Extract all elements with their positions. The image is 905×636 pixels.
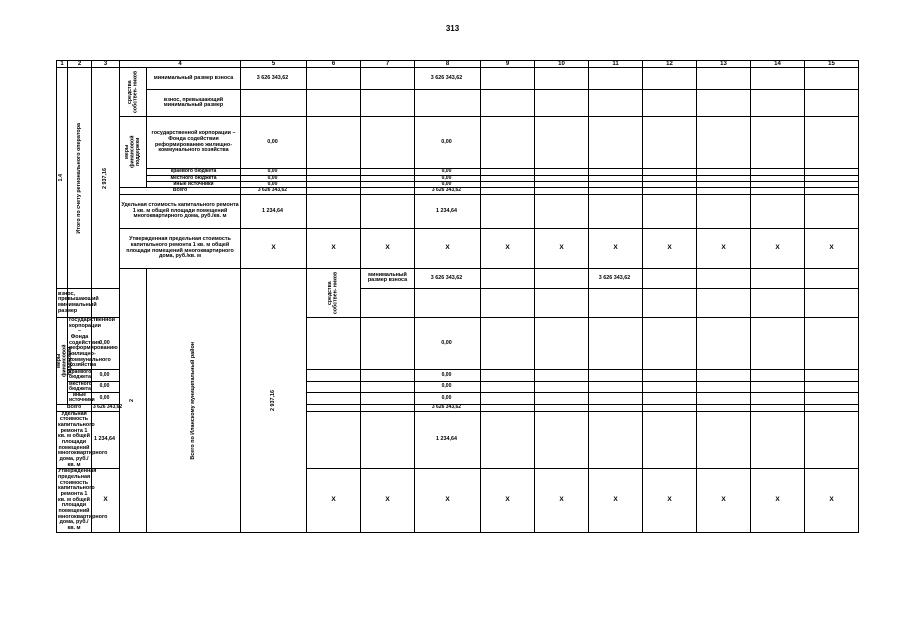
empty-cell <box>751 393 805 405</box>
x-mark: Х <box>589 229 643 269</box>
empty-cell <box>307 188 361 195</box>
page-number: 313 <box>445 24 460 33</box>
header-cell: 1 <box>57 61 68 68</box>
empty-cell <box>751 370 805 382</box>
x-mark: Х <box>589 469 643 532</box>
empty-cell <box>535 370 589 382</box>
empty-cell <box>361 404 415 411</box>
empty-cell <box>361 393 415 405</box>
col8-unit-cost: 1 234,64 <box>415 411 481 469</box>
header-cell: 3 <box>92 61 120 68</box>
header-cell: 5 <box>241 61 307 68</box>
empty-cell <box>589 318 643 370</box>
empty-cell <box>751 117 805 169</box>
empty-cell <box>751 269 805 289</box>
empty-cell <box>805 195 859 229</box>
block-name: Итого по счету регионального оператора <box>68 68 92 289</box>
x-mark: Х <box>805 229 859 269</box>
empty-cell <box>241 90 307 117</box>
col5-regional: 0,00 <box>241 169 307 175</box>
x-mark: Х <box>643 469 697 532</box>
block-name: Всего по Иланскому муниципальный район <box>147 269 241 533</box>
empty-cell <box>643 117 697 169</box>
empty-cell <box>535 381 589 393</box>
over-min-label: взнос, превышающий минимальный размер <box>57 288 68 317</box>
empty-cell <box>361 117 415 169</box>
col5-regional: 0,00 <box>92 370 120 382</box>
empty-cell <box>535 404 589 411</box>
empty-cell <box>643 288 697 317</box>
empty-cell <box>535 188 589 195</box>
unit-cost-label: Удельная стоимость капитального ремонта 1 кв. м общей площади помещений многоквартирного дома, руб./кв. м <box>58 410 108 468</box>
col5-local: 0,00 <box>241 175 307 181</box>
x-mark: Х <box>415 229 481 269</box>
empty-cell <box>697 411 751 469</box>
empty-cell <box>643 411 697 469</box>
empty-cell <box>481 188 535 195</box>
local-label: местного бюджета <box>147 175 241 181</box>
empty-cell <box>751 90 805 117</box>
col8-min-contrib: 3 626 343,62 <box>589 269 643 289</box>
header-cell: 2 <box>68 61 92 68</box>
empty-cell <box>697 404 751 411</box>
empty-cell <box>805 404 859 411</box>
empty-cell <box>805 381 859 393</box>
empty-cell <box>307 393 361 405</box>
block-number: 2 <box>120 269 147 533</box>
empty-cell <box>589 288 643 317</box>
empty-cell <box>307 90 361 117</box>
row-min-contrib <box>57 269 859 289</box>
empty-cell <box>589 370 643 382</box>
empty-cell <box>307 411 361 469</box>
empty-cell <box>751 411 805 469</box>
empty-cell <box>361 68 415 90</box>
empty-cell <box>481 411 535 469</box>
empty-cell <box>589 90 643 117</box>
empty-cell <box>307 195 361 229</box>
header-cell: 15 <box>805 61 859 68</box>
empty-cell <box>751 381 805 393</box>
col5-total: 3 626 343,62 <box>93 403 123 410</box>
total-label: Всего <box>57 404 92 411</box>
support-label: меры финансовой поддержки <box>57 318 68 405</box>
x-mark: Х <box>481 229 535 269</box>
empty-cell <box>805 288 859 317</box>
empty-cell <box>307 381 361 393</box>
empty-cell <box>589 404 643 411</box>
col5-local: 0,00 <box>92 381 120 393</box>
empty-cell <box>589 117 643 169</box>
own-funds-label: средства собствен- ников <box>307 269 361 318</box>
empty-cell <box>805 68 859 90</box>
header-cell: 13 <box>697 61 751 68</box>
empty-cell <box>805 90 859 117</box>
row-over-min <box>57 90 859 117</box>
col8-unit-cost: 1 234,64 <box>415 195 481 229</box>
support-label: меры финансовой поддержки <box>120 117 147 188</box>
empty-cell <box>751 195 805 229</box>
x-mark: Х <box>415 469 481 532</box>
empty-cell <box>643 370 697 382</box>
empty-cell <box>481 269 535 289</box>
empty-cell <box>805 188 859 195</box>
empty-cell <box>697 269 751 289</box>
capital-repair-table <box>56 60 859 533</box>
x-mark: Х <box>361 229 415 269</box>
local-label: местного бюджета <box>69 380 92 392</box>
col5-unit-cost: 1 234,64 <box>241 195 307 229</box>
header-cell: 7 <box>361 61 415 68</box>
col8-min-contrib: 3 626 343,62 <box>415 68 481 90</box>
empty-cell <box>589 381 643 393</box>
empty-cell <box>361 411 415 469</box>
empty-cell <box>535 195 589 229</box>
empty-cell <box>307 318 361 370</box>
row-unit-cost <box>57 195 859 229</box>
empty-cell <box>361 370 415 382</box>
empty-cell <box>481 195 535 229</box>
header-cell: 10 <box>535 61 589 68</box>
empty-cell <box>751 404 805 411</box>
empty-cell <box>535 411 589 469</box>
empty-cell <box>643 381 697 393</box>
col8-other: 0,00 <box>415 393 481 405</box>
approved-max-label: Утвержденная предельная стоимость капитального ремонта 1 кв. м общей площади помещений многоквартирного дома, руб./кв. м <box>120 229 241 269</box>
empty-cell <box>361 90 415 117</box>
x-mark: Х <box>697 229 751 269</box>
empty-cell <box>589 188 643 195</box>
col8-regional: 0,00 <box>415 169 481 175</box>
total-label: Всего <box>120 188 241 195</box>
x-mark: Х <box>643 229 697 269</box>
empty-cell <box>481 318 535 370</box>
empty-cell <box>805 393 859 405</box>
row-approved-max <box>57 229 859 269</box>
col5-min-contrib: 3 626 343,62 <box>241 68 307 90</box>
row-fund <box>57 117 859 169</box>
empty-cell <box>481 381 535 393</box>
empty-cell <box>535 90 589 117</box>
empty-cell <box>535 288 589 317</box>
col8-fund: 0,00 <box>415 318 481 370</box>
empty-cell <box>535 318 589 370</box>
min-contrib-label: минимальный размер взноса <box>361 269 415 289</box>
x-mark: Х <box>92 469 120 532</box>
min-contrib-label: минимальный размер взноса <box>147 68 241 90</box>
x-mark: Х <box>241 229 307 269</box>
empty-cell <box>697 117 751 169</box>
approved-max-label: Утвержденная предельная стоимость капитального ремонта 1 кв. м общей площади помещений многоквартирного дома, руб./кв. м <box>58 468 108 532</box>
empty-cell <box>805 117 859 169</box>
fund-label: государственной корпорации – Фонда содействия реформированию жилищно-коммунального хозяйства <box>147 117 241 169</box>
x-mark: Х <box>751 469 805 532</box>
own-funds-label: средства собствен- ников <box>120 68 147 117</box>
x-mark: Х <box>751 229 805 269</box>
empty-cell <box>643 188 697 195</box>
empty-cell <box>751 318 805 370</box>
col8-total: 3 626 343,62 <box>415 188 481 195</box>
empty-cell <box>697 90 751 117</box>
row-min-contrib <box>57 68 859 90</box>
empty-cell <box>481 90 535 117</box>
x-mark: Х <box>697 469 751 532</box>
col8-regional: 0,00 <box>415 370 481 382</box>
block-area: 2 937,16 <box>92 68 120 289</box>
col5-unit-cost: 1 234,64 <box>92 411 120 469</box>
empty-cell <box>589 195 643 229</box>
x-mark: Х <box>481 469 535 532</box>
empty-cell <box>697 318 751 370</box>
empty-cell <box>307 370 361 382</box>
empty-cell <box>307 404 361 411</box>
empty-cell <box>415 90 481 117</box>
header-cell: 14 <box>751 61 805 68</box>
col5-fund: 0,00 <box>241 117 307 169</box>
col8-other: 0,00 <box>415 181 481 187</box>
empty-cell <box>697 393 751 405</box>
empty-cell <box>481 288 535 317</box>
empty-cell <box>361 288 415 317</box>
empty-cell <box>643 318 697 370</box>
x-mark: Х <box>307 469 361 532</box>
empty-cell <box>589 68 643 90</box>
empty-cell <box>481 404 535 411</box>
header-cell: 9 <box>481 61 535 68</box>
empty-cell <box>535 269 589 289</box>
empty-cell <box>697 188 751 195</box>
empty-cell <box>805 411 859 469</box>
block-area: 2 937,16 <box>241 269 307 533</box>
x-mark: Х <box>307 229 361 269</box>
empty-cell <box>697 370 751 382</box>
empty-cell <box>307 117 361 169</box>
empty-cell <box>307 68 361 90</box>
empty-cell <box>751 188 805 195</box>
col5-total: 3 626 343,62 <box>241 188 307 195</box>
col5-other: 0,00 <box>241 181 307 187</box>
other-label: иные источники <box>69 392 95 404</box>
empty-cell <box>643 90 697 117</box>
empty-cell <box>751 68 805 90</box>
empty-cell <box>361 381 415 393</box>
empty-cell <box>481 393 535 405</box>
empty-cell <box>361 188 415 195</box>
block-number: 1.4 <box>57 68 68 289</box>
regional-label: краевого бюджета <box>147 169 241 175</box>
header-cell: 4 <box>120 61 241 68</box>
empty-cell <box>535 393 589 405</box>
col5-min-contrib: 3 626 343,62 <box>415 269 481 289</box>
col8-total: 3 626 343,62 <box>415 404 481 411</box>
empty-cell <box>535 68 589 90</box>
empty-cell <box>589 411 643 469</box>
empty-cell <box>697 288 751 317</box>
empty-cell <box>697 195 751 229</box>
header-row <box>57 61 859 68</box>
over-min-label: взнос, превышающий минимальный размер <box>147 90 241 117</box>
empty-cell <box>535 117 589 169</box>
empty-cell <box>361 195 415 229</box>
x-mark: Х <box>361 469 415 532</box>
col5-fund: 0,00 <box>92 318 120 370</box>
header-cell: 12 <box>643 61 697 68</box>
fund-label: государственной корпорации – Фонда содействия реформированию жилищно-коммунального хозяйства <box>69 317 118 369</box>
empty-cell <box>643 269 697 289</box>
empty-cell <box>643 404 697 411</box>
empty-cell <box>643 195 697 229</box>
col8-fund: 0,00 <box>415 117 481 169</box>
col8-local: 0,00 <box>415 175 481 181</box>
col8-local: 0,00 <box>415 381 481 393</box>
empty-cell <box>751 288 805 317</box>
empty-cell <box>697 381 751 393</box>
empty-cell <box>415 288 481 317</box>
other-label: иные источники <box>147 181 241 187</box>
empty-cell <box>643 68 697 90</box>
empty-cell <box>643 393 697 405</box>
row-total <box>57 188 859 195</box>
empty-cell <box>481 370 535 382</box>
x-mark: Х <box>535 229 589 269</box>
empty-cell <box>697 68 751 90</box>
header-cell: 8 <box>415 61 481 68</box>
empty-cell <box>805 318 859 370</box>
unit-cost-label: Удельная стоимость капитального ремонта 1 кв. м общей площади помещений многоквартирного дома, руб./кв. м <box>120 195 241 229</box>
col5-other: 0,00 <box>92 393 120 405</box>
empty-cell <box>805 370 859 382</box>
empty-cell <box>481 68 535 90</box>
x-mark: Х <box>805 469 859 532</box>
x-mark: Х <box>535 469 589 532</box>
empty-cell <box>589 393 643 405</box>
empty-cell <box>361 318 415 370</box>
header-cell: 6 <box>307 61 361 68</box>
regional-label: краевого бюджета <box>69 369 92 381</box>
empty-cell <box>481 117 535 169</box>
empty-cell <box>805 269 859 289</box>
header-cell: 11 <box>589 61 643 68</box>
